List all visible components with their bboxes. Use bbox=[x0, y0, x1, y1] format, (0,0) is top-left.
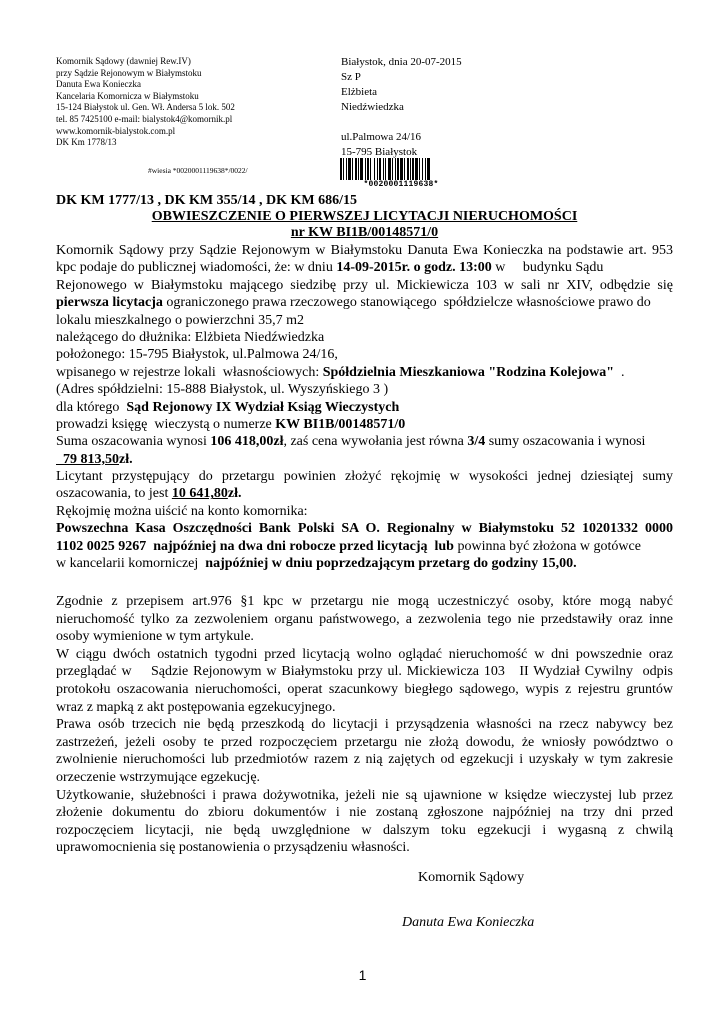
recipient-line: Sz P bbox=[341, 71, 361, 83]
barcode-icon bbox=[340, 158, 462, 180]
paragraph-line: wraz z mapką z akt postępowania egzekucyjnego. bbox=[56, 699, 336, 715]
bank-account-deadline: 1102 0025 9267 najpóźniej na dwa dni robocze przed licytacją lub bbox=[56, 538, 454, 554]
paragraph-line bbox=[56, 399, 673, 416]
paragraph-line: uprawomocnienia się postanowienia o przysądzeniu własności. bbox=[56, 840, 410, 856]
recipient-line: Elżbieta bbox=[341, 86, 378, 98]
page-number: 1 bbox=[358, 967, 367, 983]
paragraph-line bbox=[56, 416, 673, 433]
text-span: kpc podaje do publicznej wiadomości, że: w dniu bbox=[56, 260, 337, 276]
text-span: . bbox=[614, 364, 625, 380]
paragraph-line bbox=[56, 294, 673, 311]
text-span: wpisanego w rejestrze lokali własnościowych: bbox=[56, 364, 323, 380]
paragraph-line bbox=[56, 485, 673, 502]
paragraph-line bbox=[56, 538, 673, 555]
signature-name: Danuta Ewa Konieczka bbox=[402, 915, 535, 930]
paragraph-line: Prawa osób trzecich nie będą przeszkodą do licytacji i przysądzenia własności na rzecz nabywcy bez bbox=[56, 717, 673, 733]
land-register-number: KW BI1B/00148571/0 bbox=[275, 416, 406, 432]
paragraph-line: Komornik Sądowy przy Sądzie Rejonowym w Białymstoku Danuta Ewa Konieczka na podstawie art. 953 bbox=[56, 243, 673, 258]
paragraph-line: przeglądać w Sądzie Rejonowym w Białymstoku przy ul. Mickiewicza 103 II Wydział Cywilny odpis bbox=[56, 664, 673, 680]
text-span: Suma oszacowania wynosi bbox=[56, 434, 211, 450]
paragraph-line bbox=[56, 259, 673, 276]
text-span: dla którego bbox=[56, 399, 127, 415]
paragraph-line: (Adres spółdzielni: 15-888 Białystok, ul. Wyszyńskiego 3 ) bbox=[56, 382, 389, 398]
auction-details bbox=[56, 242, 673, 572]
deposit-amount bbox=[172, 486, 242, 501]
text-span: prowadzi księgę wieczystą o numerze bbox=[56, 416, 276, 432]
recipient-line: Niedźwiedzka bbox=[341, 101, 404, 113]
header-left-line: Danuta Ewa Konieczka bbox=[56, 79, 141, 90]
bank-account: Powszechna Kasa Oszczędności Bank Polski SA O. Regionalny w Białymstoku 52 10201332 0000 bbox=[56, 521, 673, 537]
paragraph-line: osoby wymienione w tym artykule. bbox=[56, 629, 254, 645]
legal-provisions bbox=[56, 593, 673, 857]
paragraph-line: Zgodnie z przepisem art.976 §1 kpc w przetargu nie mogą uczestniczyć osoby, które mogą nabyć bbox=[56, 594, 673, 609]
starting-price-value: 79 813,50 bbox=[56, 451, 119, 467]
paragraph-line: Rękojmię można uiścić na konto komornika: bbox=[56, 503, 308, 519]
header-left-line: przy Sądzie Rejonowym w Białymstoku bbox=[56, 67, 202, 78]
text-span: w kancelarii komorniczej bbox=[56, 556, 206, 572]
bank-account-line bbox=[56, 520, 673, 537]
header-date: Białystok, dnia 20-07-2015 bbox=[341, 56, 462, 68]
deposit-value: 10 641,80 bbox=[171, 486, 228, 502]
valuation-amount: 106 418,00zł bbox=[210, 434, 284, 450]
header-left-line: Komornik Sądowy (dawniej Rew.IV) bbox=[56, 56, 191, 66]
recipient-line: ul.Palmowa 24/16 bbox=[341, 131, 422, 143]
paragraph-line: protokołu oszacowania nieruchomości, operat szacunkowy biegłego sądowego, wypis z rejestru gruntów bbox=[56, 681, 673, 697]
header-left-line: Kancelaria Komornicza w Białymstoku bbox=[56, 90, 199, 101]
signature-title: Komornik Sądowy bbox=[418, 870, 525, 885]
starting-price bbox=[56, 452, 133, 467]
case-numbers: DK KM 1777/13 , DK KM 355/14 , DK KM 686/15 bbox=[56, 193, 357, 208]
cash-deadline: najpóźniej w dniu poprzedzającym przetarg do godziny 15,00. bbox=[205, 556, 577, 572]
header-left-line: DK Km 1778/13 bbox=[56, 137, 117, 148]
paragraph-line bbox=[56, 555, 673, 572]
paragraph-line: W ciągu dwóch ostatnich tygodni przed licytacją wolno oglądać nieruchomość w dni powszednie oraz bbox=[56, 646, 673, 662]
text-span: zł. bbox=[227, 486, 242, 502]
tracking-code: #wiesia *0020001119638*/0022/ bbox=[148, 166, 248, 175]
recipient-line: 15-795 Białystok bbox=[341, 146, 418, 158]
cooperative-name: Spółdzielnia Mieszkaniowa "Rodzina Kolejowa" bbox=[322, 364, 614, 380]
recipient-spacer bbox=[341, 115, 561, 130]
paragraph-line bbox=[56, 433, 673, 450]
header-left-line: 15-124 Białystok ul. Gen. Wł. Andersa 5 lok. 502 bbox=[56, 102, 235, 113]
paragraph-line: zwolnienie nieruchomości lub przedmiotów razem z nią zajętych od egzekucji i uzyskały w tym zakresie bbox=[56, 752, 673, 768]
paragraph-line: Rejonowego w Białymstoku mającego siedzibę przy ul. Mickiewicza 103 w sali nr XIV, odbędzie się bbox=[56, 277, 673, 293]
paragraph-line: położonego: 15-795 Białystok, ul.Palmowa 24/16, bbox=[56, 347, 338, 363]
paragraph-line: nieruchomość tylko za zezwoleniem organu państwowego, a zezwolenia tego nie przedstawiły oraz inne bbox=[56, 611, 673, 627]
paragraph-line bbox=[56, 364, 673, 381]
text-span: sumy oszacowania i wynosi bbox=[485, 434, 646, 450]
text-span: w budynku Sądu bbox=[491, 260, 604, 276]
auction-date: 14-09-2015r. o godz. 13:00 bbox=[336, 260, 492, 276]
paragraph-line: Licytant przystępujący do przetargu powinien złożyć rękojmię w wysokości jednej dziesiątej sumy bbox=[56, 469, 673, 485]
header-left-line: www.komornik-bialystok.com.pl bbox=[56, 125, 176, 136]
paragraph-line: zastrzeżeń, jeżeli osoby te przed rozpoczęciem przetargu nie złożą dowodu, że wniosły powództwo o bbox=[56, 734, 673, 750]
text-span: zł. bbox=[119, 451, 133, 467]
text-span: oszacowania, to jest bbox=[56, 486, 172, 502]
paragraph-line: należącego do dłużnika: Elżbieta Niedźwiedzka bbox=[56, 329, 325, 345]
auction-type: pierwsza licytacja bbox=[56, 295, 163, 311]
header-left-line: tel. 85 7425100 e-mail: bialystok4@komornik.pl bbox=[56, 113, 233, 124]
text-span: powinna być złożona w gotówce bbox=[453, 538, 641, 554]
paragraph-line: orzeczenie wstrzymujące egzekucję. bbox=[56, 769, 261, 785]
paragraph-line: rozpoczęciem licytacji, nie będą uwzględnione w dalszym toku egzekucji i wygasną z chwilą bbox=[56, 822, 673, 838]
land-register-number-heading: nr KW BI1B/00148571/0 bbox=[290, 225, 439, 240]
text-span: ograniczonego prawa rzeczowego stanowiącego spółdzielcze własnościowe prawo do bbox=[162, 295, 651, 311]
paragraph-line: lokalu mieszkalnego o powierzchni 35,7 m2 bbox=[56, 312, 305, 328]
paragraph-line bbox=[56, 451, 673, 468]
recipient-address-block bbox=[341, 55, 561, 160]
page-title: OBWIESZCZENIE O PIERWSZEJ LICYTACJI NIERUCHOMOŚCI bbox=[151, 209, 578, 224]
barcode-text: *0020001119638* bbox=[363, 180, 439, 189]
paragraph-line: złożenie dokumentu do zbioru dokumentów i nie zostaną zgłoszone najpóźniej na trzy dni przed bbox=[56, 805, 673, 821]
text-span: , zaś cena wywołania jest równa bbox=[283, 434, 468, 450]
court-name: Sąd Rejonowy IX Wydział Ksiąg Wieczystych bbox=[126, 399, 400, 415]
price-fraction: 3/4 bbox=[467, 434, 486, 450]
bailiff-office-header bbox=[56, 56, 326, 149]
paragraph-line: Użytkowanie, służebności i prawa dożywotnika, jeżeli nie są ujawnione w księdze wieczystej lub przez bbox=[56, 787, 673, 803]
